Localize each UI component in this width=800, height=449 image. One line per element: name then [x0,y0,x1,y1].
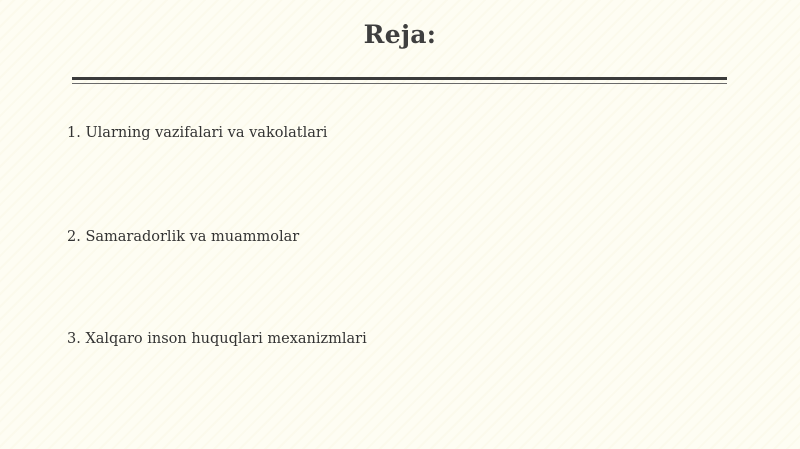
plan-item-3: 3. Xalqaro inson huquqlari mexanizmlari [67,331,367,347]
plan-item-2: 2. Samaradorlik va muammolar [67,229,300,245]
title-divider-thin [72,83,727,84]
slide-title: Reja: [363,20,437,49]
title-divider-thick [72,77,727,80]
plan-item-1: 1. Ularning vazifalari va vakolatlari [67,125,328,141]
